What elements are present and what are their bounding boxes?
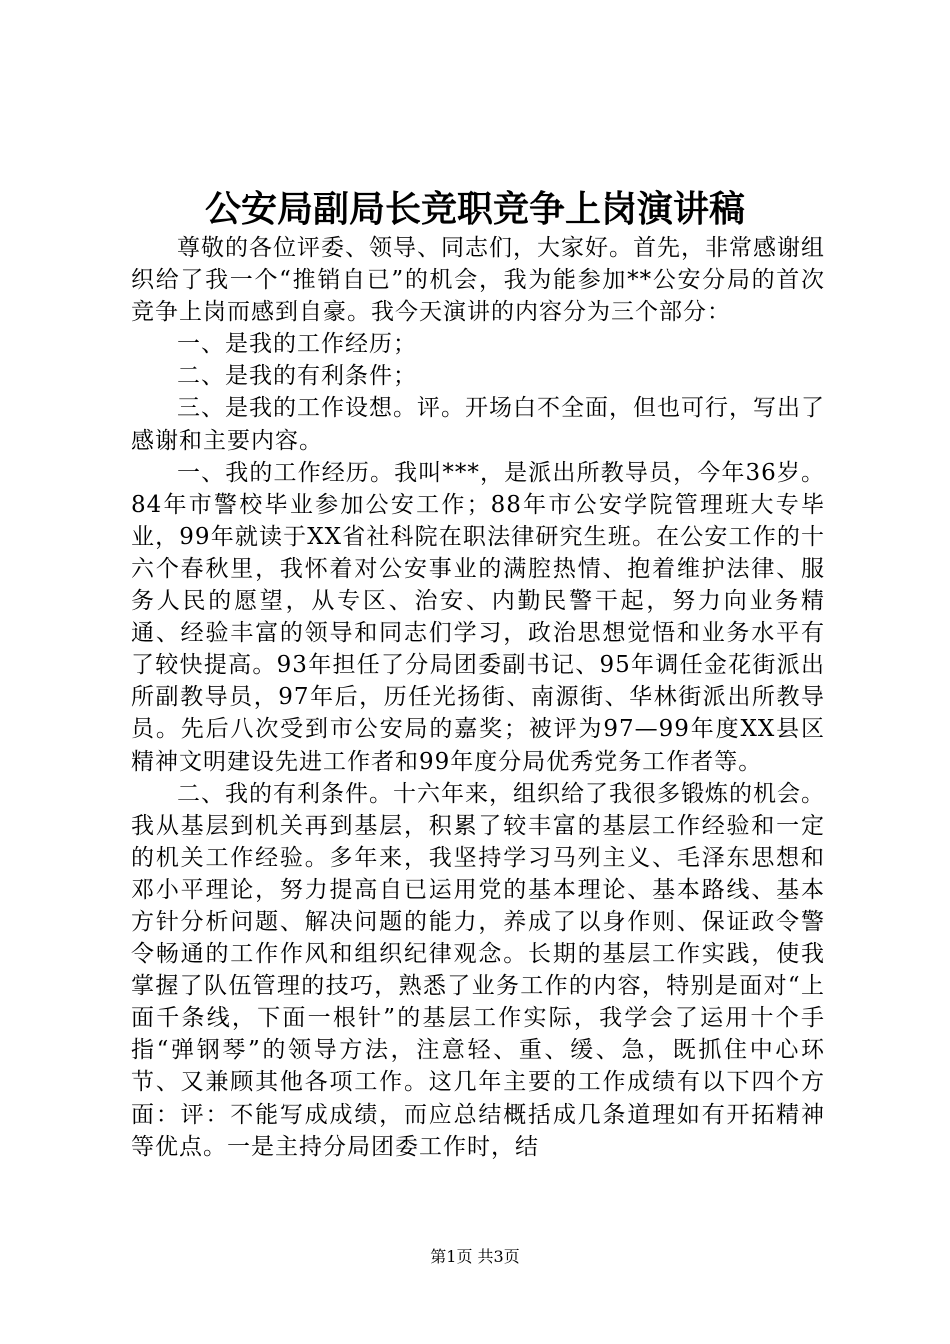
document-body xyxy=(131,232,825,1163)
paragraph-outline-2: 二、是我的有利条件； xyxy=(177,363,417,390)
paragraph-work-experience: 一、我的工作经历。我叫***，是派出所教导员，今年36岁。84年市警校毕业参加公安工作；88年市公安学院管理班大专毕业，99年就读于XX省社科院在职法律研究生班。在公安工作的十六个春秋里，我怀着对公安事业的满腔热情、抱着维护法律、服务人民的愿望，从专区、治安、内勤民警干起，努力向业务精通、经验丰富的领导和同志们学习，政治思想觉悟和业务水平有了较快提高。93年担任了分局团委副书记、95年调任金花街派出所副教导员，97年后，历任光扬街、南源街、华林街派出所教导员。先后八次受到市公安局的嘉奖；被评为97—99年度XX县区精神文明建设先进工作者和99年度分局优秀党务工作者等。 xyxy=(131,459,825,775)
paragraph-outline-1: 一、是我的工作经历； xyxy=(177,331,417,358)
document-title: 公安局副局长竞职竞争上岗演讲稿 xyxy=(204,188,745,230)
paragraph-advantages: 二、我的有利条件。十六年来，组织给了我很多锻炼的机会。我从基层到机关再到基层，积累了较丰富的基层工作经验和一定的机关工作经验。多年来，我坚持学习马列主义、毛泽东思想和邓小平理论，努力提高自已运用党的基本理论、基本路线、基本方针分析问题、解决问题的能力，养成了以身作则、保证政令警令畅通的工作作风和组织纪律观念。长期的基层工作实践，使我掌握了队伍管理的技巧，熟悉了业务工作的内容，特别是面对“上面千条线，下面一根针”的基层工作实际，我学会了运用十个手指“弹钢琴”的领导方法，注意轻、重、缓、急，既抓住中心环节、又兼顾其他各项工作。这几年主要的工作成绩有以下四个方面：评：不能写成成绩，而应总结概括成几条道理如有开拓精神等优点。一是主持分局团委工作时，结 xyxy=(131,780,825,1160)
page-number-footer: 第1页 共3页 xyxy=(430,1247,520,1266)
paragraph-outline-3: 三、是我的工作设想。评。开场白不全面，但也可行，写出了感谢和主要内容。 xyxy=(131,395,825,454)
paragraph-greeting: 尊敬的各位评委、领导、同志们，大家好。首先，非常感谢组织给了我一个“推销自已”的机会，我为能参加**公安分局的首次竞争上岗而感到自豪。我今天演讲的内容分为三个部分： xyxy=(131,235,825,326)
